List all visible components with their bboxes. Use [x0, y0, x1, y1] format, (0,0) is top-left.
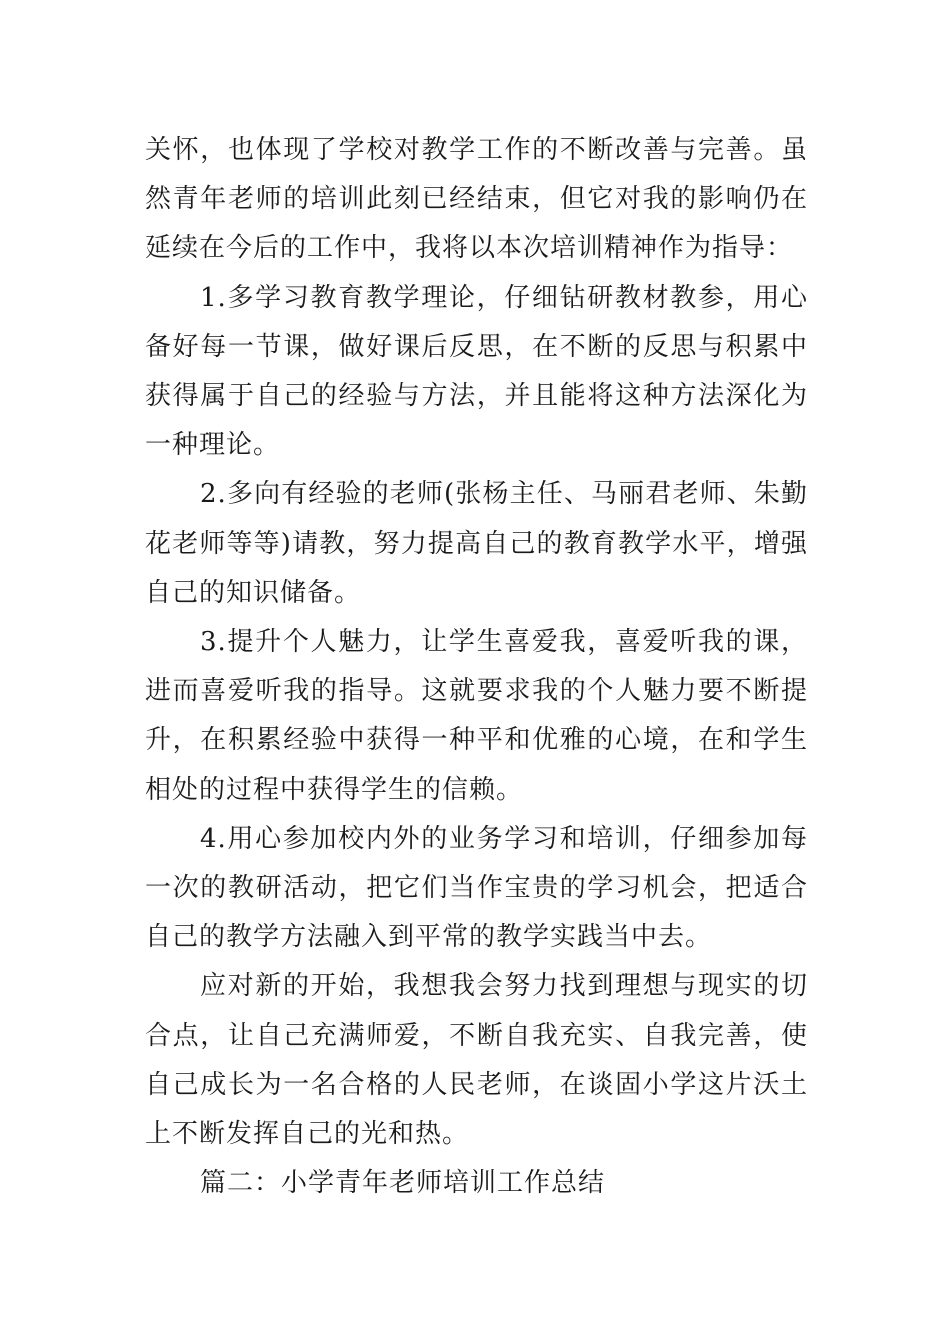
paragraph-item-3: 3.提升个人魅力，让学生喜爱我，喜爱听我的课，进而喜爱听我的指导。这就要求我的个人魅力要不断提升，在积累经验中获得一种平和优雅的心境，在和学生相处的过程中获得学生的信赖。	[145, 627, 808, 805]
section-heading: 篇二：小学青年老师培训工作总结	[200, 1168, 606, 1199]
paragraph-continuation: 关怀，也体现了学校对教学工作的不断改善与完善。虽然青年老师的培训此刻已经结束，但它对我的影响仍在延续在今后的工作中，我将以本次培训精神作为指导：	[145, 135, 808, 264]
paragraph-conclusion: 应对新的开始，我想我会努力找到理想与现实的切合点，让自己充满师爱，不断自我充实、自我完善，使自己成长为一名合格的人民老师，在谈固小学这片沃土上不断发挥自己的光和热。	[145, 971, 808, 1150]
document-body	[145, 126, 808, 1208]
paragraph-item-4: 4.用心参加校内外的业务学习和培训，仔细参加每一次的教研活动，把它们当作宝贵的学习机会，把适合自己的教学方法融入到平常的教学实践当中去。	[145, 823, 808, 953]
paragraph-item-1: 1.多学习教育教学理论，仔细钻研教材教参，用心备好每一节课，做好课后反思，在不断的反思与积累中获得属于自己的经验与方法，并且能将这种方法深化为一种理论。	[145, 282, 808, 461]
paragraph-item-2: 2.多向有经验的老师(张杨主任、马丽君老师、朱勤花老师等等)请教，努力提高自己的教育教学水平，增强自己的知识储备。	[145, 479, 808, 608]
